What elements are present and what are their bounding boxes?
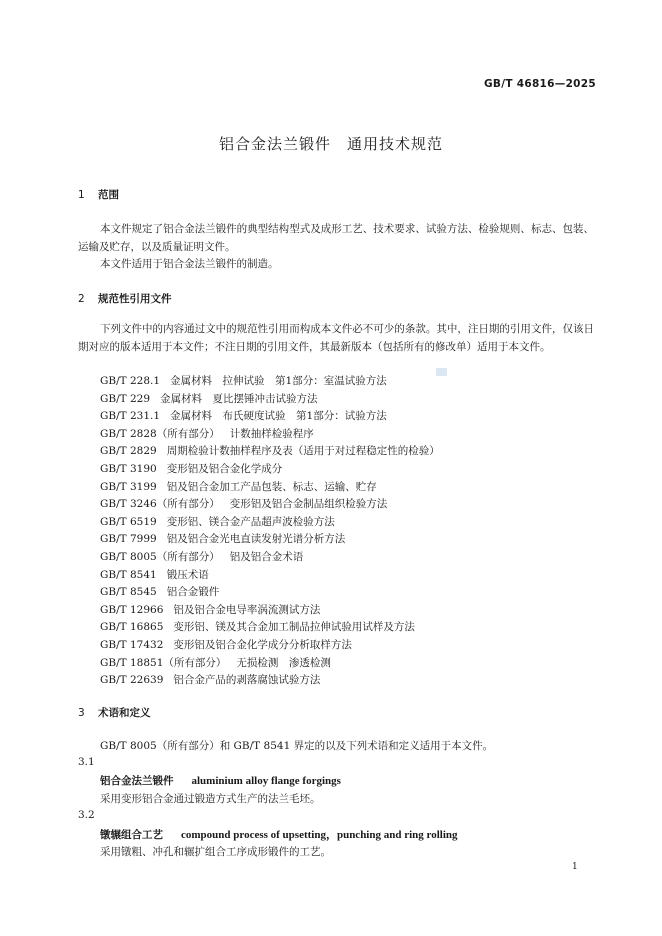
reference-code: GB/T 18851（所有部分） (100, 656, 227, 669)
section-heading-scope (78, 187, 119, 202)
scope-paragraph-1: 本文件规定了铝合金法兰锻件的典型结构型式及成形工艺、技术要求、试验方法、检验规则、标志、包装、运输及贮存，以及质量证明文件。 (78, 223, 594, 253)
term-english: compound process of upsetting，punching and ring rolling (181, 829, 458, 841)
reference-item (100, 373, 440, 391)
section-number: 1 (78, 189, 85, 201)
reference-code: GB/T 8545 (100, 586, 157, 599)
reference-item (100, 479, 440, 497)
section-heading-normative-references (78, 291, 172, 306)
reference-title: 周期检验计数抽样程序及表（适用于对过程稳定性的检验） (166, 445, 440, 458)
reference-code: GB/T 3199 (100, 480, 157, 493)
term-number: 3.2 (78, 809, 95, 821)
reference-item (100, 514, 440, 532)
reference-code: GB/T 7999 (100, 533, 157, 546)
term-definition: 采用变形铝合金通过锻造方式生产的法兰毛坯。 (100, 793, 321, 805)
reference-title: 铝及铝合金术语 (229, 550, 304, 563)
section-number: 2 (78, 293, 85, 305)
reference-title: 锻压术语 (166, 568, 209, 581)
document-title: 铝合金法兰锻件 通用技术规范 (218, 135, 443, 153)
reference-item (100, 443, 440, 461)
reference-title: 金属材料 拉伸试验 第1部分：室温试验方法 (170, 375, 387, 387)
reference-title: 变形铝及铝合金制品组织检验方法 (229, 498, 388, 511)
term-english: aluminium alloy flange forgings (191, 775, 341, 787)
reference-code: GB/T 231.1 (100, 410, 161, 423)
reference-title: 变形铝、镁合金产品超声波检验方法 (166, 515, 335, 528)
reference-list (100, 373, 440, 690)
reference-code: GB/T 8541 (100, 568, 157, 581)
reference-code: GB/T 2829 (100, 445, 157, 458)
section-title: 范围 (98, 189, 119, 201)
reference-item (100, 655, 440, 673)
reference-item (100, 408, 440, 426)
reference-title: 变形铝及铝合金化学成分 (166, 462, 283, 475)
reference-title: 铝合金产品的剥落腐蚀试验方法 (173, 674, 321, 687)
reference-item (100, 602, 440, 620)
reference-item (100, 391, 440, 409)
reference-title: 铝及铝合金电导率涡流测试方法 (173, 603, 321, 616)
section-heading-terms (78, 705, 151, 720)
reference-code: GB/T 228.1 (100, 375, 161, 387)
reference-item (100, 619, 440, 637)
terms-intro: GB/T 8005（所有部分）和 GB/T 8541 界定的以及下列术语和定义适用于本文件。 (100, 740, 494, 752)
reference-item (100, 531, 440, 549)
reference-code: GB/T 12966 (100, 603, 164, 616)
reference-code: GB/T 2828（所有部分） (100, 427, 220, 440)
page-number: 1 (572, 862, 578, 872)
reference-title: 金属材料 布氏硬度试验 第1部分：试验方法 (170, 410, 387, 423)
reference-code: GB/T 3246（所有部分） (100, 498, 220, 511)
scope-paragraph-2: 本文件适用于铝合金法兰锻件的制造。 (100, 258, 279, 270)
reference-item (100, 637, 440, 655)
reference-item (100, 567, 440, 585)
term-entry (100, 826, 458, 842)
reference-code: GB/T 16865 (100, 621, 164, 634)
references-intro: 下列文件中的内容通过文中的规范性引用而构成本文件必不可少的条款。其中，注日期的引用文件，仅该日期对应的版本适用于本文件；不注日期的引用文件，其最新版本（包括所有的修改单）适用于本文件。 (78, 323, 594, 353)
reference-code: GB/T 6519 (100, 515, 157, 528)
section-number: 3 (78, 707, 85, 719)
section-title: 规范性引用文件 (98, 293, 172, 305)
reference-title: 变形铝、镁及其合金加工制品拉伸试验用试样及方法 (173, 621, 415, 634)
reference-title: 铝合金锻件 (166, 586, 220, 599)
reference-code: GB/T 17432 (100, 638, 164, 651)
reference-code: GB/T 22639 (100, 674, 164, 687)
reference-item (100, 584, 440, 602)
reference-title: 变形铝及铝合金化学成分分析取样方法 (173, 638, 352, 651)
reference-title: 铝及铝合金光电直读发射光谱分析方法 (166, 533, 346, 546)
reference-title: 金属材料 夏比摆锤冲击试验方法 (160, 392, 318, 405)
reference-item (100, 496, 440, 514)
reference-item (100, 461, 440, 479)
reference-title: 无损检测 渗透检测 (236, 656, 331, 669)
term-chinese: 镦辗组合工艺 (100, 829, 163, 841)
term-number: 3.1 (78, 756, 95, 768)
term-chinese: 铝合金法兰锻件 (100, 775, 174, 787)
standard-code: GB/T 46816—2025 (483, 78, 596, 90)
reference-title: 计数抽样检验程序 (229, 427, 314, 440)
term-entry (100, 773, 341, 788)
section-title: 术语和定义 (98, 707, 151, 719)
reference-code: GB/T 3190 (100, 462, 157, 475)
reference-item (100, 549, 440, 567)
term-definition: 采用镦粗、冲孔和辗扩组合工序成形锻件的工艺。 (100, 846, 331, 858)
reference-item (100, 672, 440, 690)
reference-code: GB/T 229 (100, 392, 151, 405)
reference-title: 铝及铝合金加工产品包装、标志、运输、贮存 (166, 480, 377, 493)
reference-code: GB/T 8005（所有部分） (100, 550, 220, 563)
reference-item (100, 426, 440, 444)
